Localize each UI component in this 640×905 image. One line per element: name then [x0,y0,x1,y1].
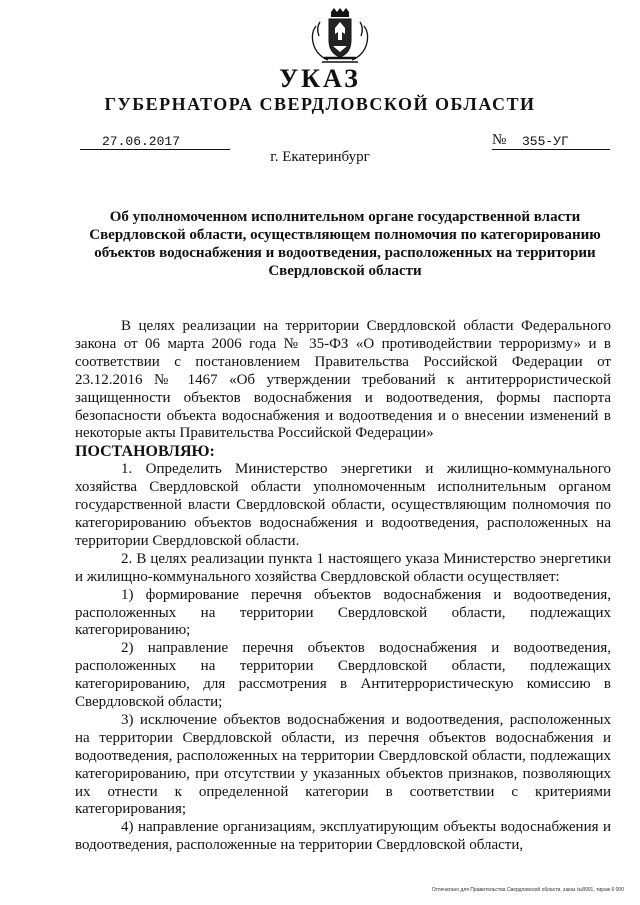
item-paragraph: 2) направление перечня объектов водоснабжения и водоотведения, расположенных на территории Свердловской области, подлежащих категорированию, для рассмотрения в Антитеррористическую комиссию в Свердловской области; [75,640,611,711]
title-line: объектов водоснабжения и водоотведения, расположенных на территории [94,245,596,261]
item-paragraph: 1. Определить Министерство энергетики и жилищно-коммунального хозяйства Свердловской области уполномоченным исполнительным органом государственной власти Свердловской области, осуществляющим полномочия по категорированию объектов водоснабжения и водоотведения, расположенных на территории Свердловской области. [75,461,611,549]
print-note: Отпечатано для Правительства Свердловской области, заказ №8001, тираж 6 000 [431,887,624,893]
item-paragraph: 1) формирование перечня объектов водоснабжения и водоотведения, расположенных на территории Свердловской области, подлежащих категорированию; [75,586,611,639]
coat-of-arms-icon [302,6,378,66]
decree-date: 27.06.2017 [102,134,181,149]
number-field [492,131,610,150]
document-body [75,318,611,855]
issuer-heading: ГУБЕРНАТОРА СВЕРДЛОВСКОЙ ОБЛАСТИ [104,94,536,114]
title-line: Свердловской области [268,263,422,279]
decree-type-heading: УКАЗ [279,64,361,93]
item-paragraph: 2. В целях реализации пункта 1 настоящего указа Министерство энергетики и жилищно-коммунального хозяйства Свердловской области осуществляет: [75,550,611,585]
preamble-paragraph: В целях реализации на территории Свердловской области Федерального закона от 06 марта 2006 года № 35-ФЗ «О противодействии терроризму» и в соответствии с постановлением Правительства Российской Федерации от 23.12.2016 № 1467 «Об утверждении требований к антитеррористической защищенности объектов водоснабжения и водоотведения, формы паспорта безопасности объекта водоснабжения и водоотведения и о внесении изменений в некоторые акты Правительства Российской Федерации» [75,318,611,442]
date-field [80,131,230,150]
decree-heading: ПОСТАНОВЛЯЮ: [75,443,215,461]
title-line: Свердловской области, осуществляющем полномочия по категорированию [89,227,601,243]
city: г. Екатеринбург [270,149,370,165]
decree-number: 355-УГ [522,134,569,149]
document-title [70,208,620,280]
number-sign: № [492,132,507,148]
title-line: Об уполномоченном исполнительном органе государственной власти [109,209,581,225]
item-paragraph: 4) направление организациям, эксплуатирующим объекты водоснабжения и водоотведения, расположенные на территории Свердловской области, [75,819,611,854]
item-paragraph: 3) исключение объектов водоснабжения и водоотведения, расположенных на территории Свердловской области, из перечня объектов водоснабжения и водоотведения, расположенных на территории Свердловской области, подлежащих категорированию, при отсутствии у указанных объектов признаков, позволяющих их отнести к определенной категории в соответствии с критериями категорирования; [75,711,611,818]
